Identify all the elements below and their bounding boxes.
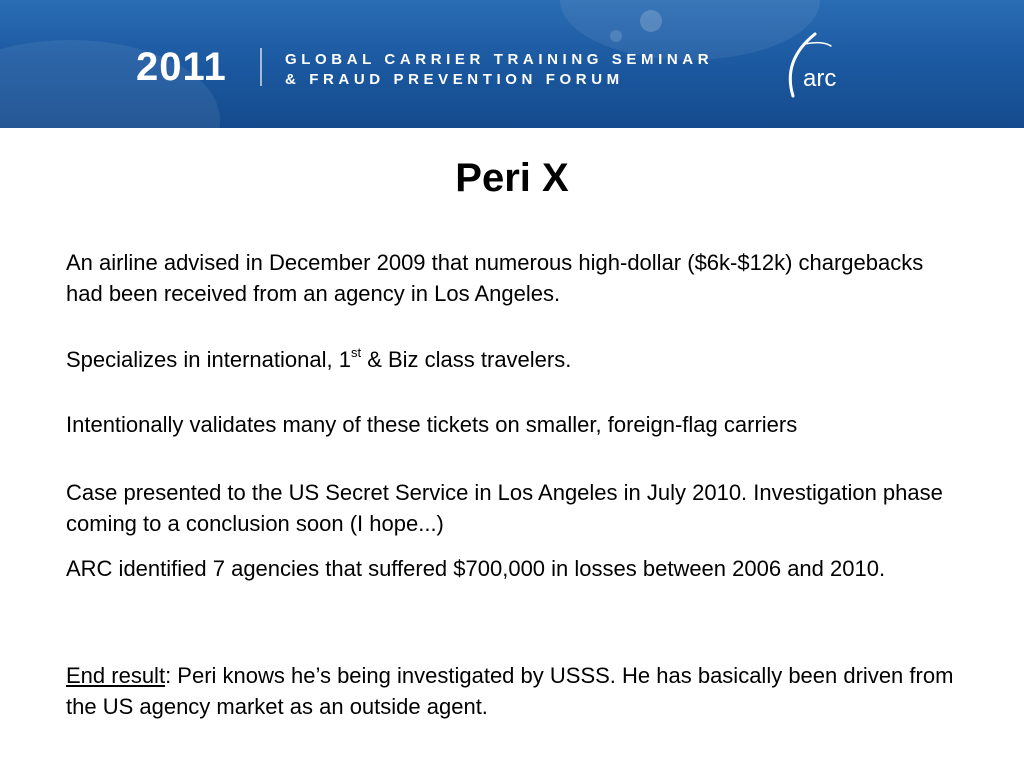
paragraph-1: An airline advised in December 2009 that numerous high-dollar ($6k-$12k) chargebacks had been received from an agency in Los Angeles.: [66, 250, 924, 306]
event-title-line1: GLOBAL CARRIER TRAINING SEMINAR: [285, 51, 714, 68]
paragraph-2: [66, 344, 966, 375]
event-year: 2011: [136, 45, 227, 89]
end-result-label: End result: [66, 663, 166, 688]
slide-title: Peri X: [455, 156, 569, 200]
arc-logo: [775, 30, 855, 102]
paragraph-2-text: Specializes in international, 1: [66, 347, 351, 372]
banner-divider: [260, 48, 262, 86]
superscript-st: st: [350, 344, 362, 360]
paragraph-5: ARC identified 7 agencies that suffered $700,000 in losses between 2006 and 2010.: [66, 556, 886, 581]
header-banner: [0, 0, 1024, 128]
paragraph-3: Intentionally validates many of these tickets on smaller, foreign-flag carriers: [66, 412, 798, 437]
end-result-text: : Peri knows he’s being investigated by USSS. He has basically been driven from the US agency market as an outside agent.: [66, 663, 954, 719]
paragraph-2-text-end: & Biz class travelers.: [361, 347, 572, 372]
logo-text: arc: [803, 65, 837, 92]
paragraph-4: Case presented to the US Secret Service in Los Angeles in July 2010. Investigation phase coming to a conclusion soon (I hope...): [66, 480, 943, 536]
paragraph-6: [66, 660, 966, 722]
event-title-line2: & FRAUD PREVENTION FORUM: [285, 71, 624, 88]
